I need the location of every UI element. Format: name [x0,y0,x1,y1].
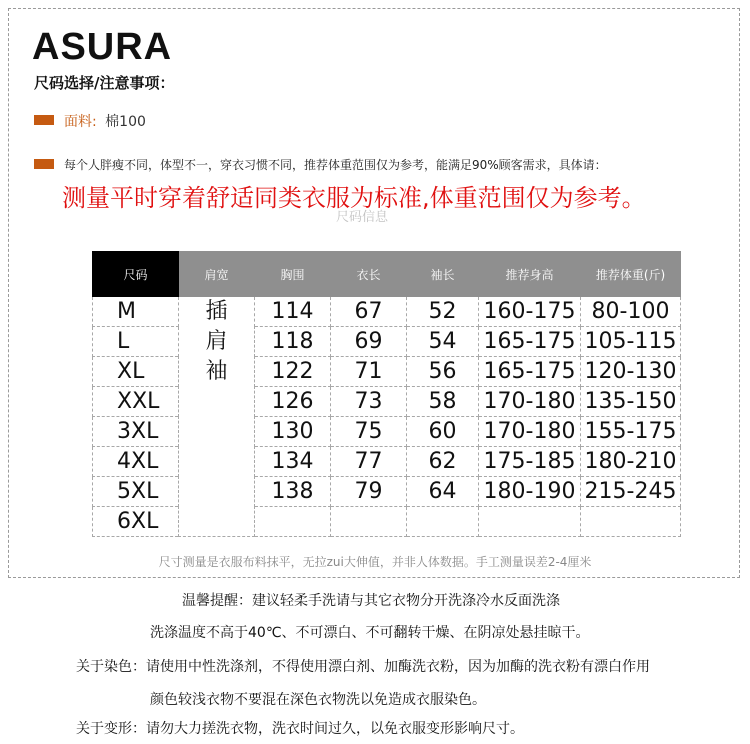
length-cell: 73 [331,387,407,417]
size-cell: M [93,297,179,327]
height-cell: 160-175 [479,297,581,327]
brand-logo: ASURA [32,26,173,68]
material-marker-icon [34,115,54,125]
chest-cell: 126 [255,387,331,417]
sleeve-cell: 64 [407,477,479,507]
shoulder-note-char: 肩 [205,329,228,354]
care-deform: 关于变形：请勿大力搓洗衣物，洗衣时间过久，以免衣服变形影响尺寸。 [76,721,524,737]
weight-cell: 135-150 [581,387,681,417]
table-row [93,297,681,327]
size-cell: 6XL [93,507,179,537]
shoulder-note-char: 袖 [205,359,228,384]
height-cell: 170-180 [479,417,581,447]
sleeve-cell: 52 [407,297,479,327]
height-cell: 165-175 [479,357,581,387]
header-size: 尺码 [93,252,179,297]
weight-cell: 215-245 [581,477,681,507]
length-cell: 79 [331,477,407,507]
chest-cell: 122 [255,357,331,387]
chest-cell: 130 [255,417,331,447]
care-dye-detail: 颜色较浅衣物不要混在深色衣物洗以免造成衣服染色。 [150,692,486,708]
shoulder-note-char: 插 [205,299,228,324]
weight-cell: 120-130 [581,357,681,387]
header-length: 衣长 [331,252,407,297]
header-weight: 推荐体重(斤) [581,252,681,297]
weight-cell: 155-175 [581,417,681,447]
sleeve-cell [407,507,479,537]
chest-cell [255,507,331,537]
height-cell: 180-190 [479,477,581,507]
header-sleeve: 袖长 [407,252,479,297]
length-cell [331,507,407,537]
sleeve-cell: 62 [407,447,479,477]
length-cell: 77 [331,447,407,477]
length-cell: 75 [331,417,407,447]
chest-cell: 134 [255,447,331,477]
height-cell: 175-185 [479,447,581,477]
weight-cell: 80-100 [581,297,681,327]
material-value: 棉100 [105,114,146,130]
size-cell: XXL [93,387,179,417]
shoulder-note-cell [179,297,255,537]
header-height: 推荐身高 [479,252,581,297]
material-label: 面料: [64,114,97,130]
size-table-header [93,252,681,297]
size-cell: XL [93,357,179,387]
length-cell: 71 [331,357,407,387]
ghost-heading: 尺码信息 [336,210,389,225]
height-cell: 165-175 [479,327,581,357]
note-marker-icon [34,159,54,169]
sleeve-cell: 60 [407,417,479,447]
chest-cell: 114 [255,297,331,327]
sleeve-cell: 56 [407,357,479,387]
measure-footnote: 尺寸测量是衣服布料抹平，无拉zui大伸值，并非人体数据。手工测量误差2-4厘米 [158,555,592,569]
measure-warning: 测量平时穿着舒适同类衣服为标准,体重范围仅为参考。 [62,184,646,212]
chest-cell: 138 [255,477,331,507]
material-line [64,111,146,131]
sleeve-cell: 58 [407,387,479,417]
sleeve-cell: 54 [407,327,479,357]
weight-cell: 180-210 [581,447,681,477]
section-title: 尺码选择/注意事项： [34,74,175,92]
fit-note: 每个人胖瘦不同，体型不一，穿衣习惯不同，推荐体重范围仅为参考，能满足90%顾客需求，具体请： [64,158,607,172]
chest-cell: 118 [255,327,331,357]
size-cell: 3XL [93,417,179,447]
size-cell: 4XL [93,447,179,477]
size-cell: 5XL [93,477,179,507]
header-shoulder: 肩宽 [179,252,255,297]
length-cell: 67 [331,297,407,327]
size-cell: L [93,327,179,357]
weight-cell [581,507,681,537]
header-chest: 胸围 [255,252,331,297]
weight-cell: 105-115 [581,327,681,357]
height-cell: 170-180 [479,387,581,417]
care-temperature: 洗涤温度不高于40℃、不可漂白、不可翻转干燥、在阴凉处悬挂晾干。 [150,625,590,641]
care-dye: 关于染色：请使用中性洗涤剂，不得使用漂白剂、加酶洗衣粉，因为加酶的洗衣粉有漂白作用 [76,659,650,675]
care-reminder: 温馨提醒：建议轻柔手洗请与其它衣物分开洗涤冷水反面洗涤 [182,593,560,609]
height-cell [479,507,581,537]
size-table [92,251,681,537]
length-cell: 69 [331,327,407,357]
